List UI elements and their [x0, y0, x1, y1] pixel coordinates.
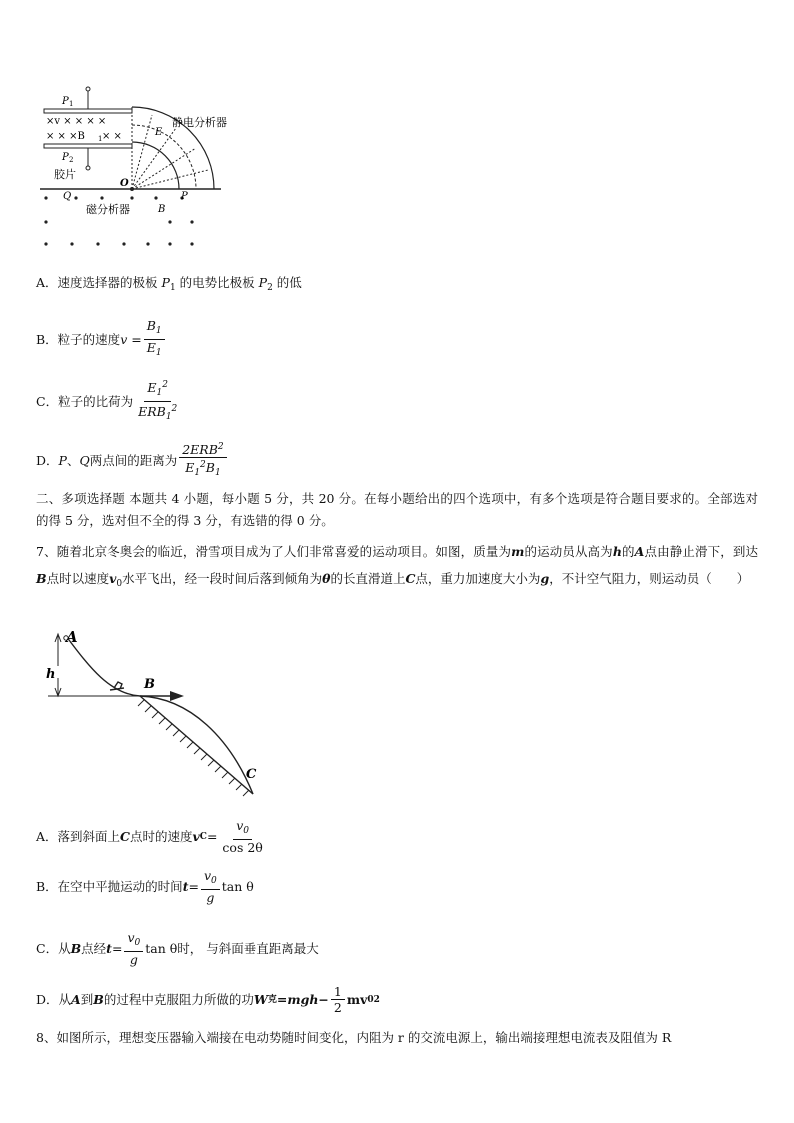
q7-option-d-w-sub: 克	[267, 994, 277, 1005]
frac-den-sup: 2	[171, 404, 178, 414]
frac-num: v	[236, 818, 244, 833]
q7-option-a-mid: 点时的速度	[129, 828, 193, 844]
frac-den: ERB	[138, 404, 166, 419]
magnetic-analyzer-label: 磁分析器	[86, 203, 130, 216]
frac-num-sup: 2	[162, 380, 168, 390]
q7-option-d-tail-sup: 2	[373, 994, 380, 1005]
q7-option-a-eq: =	[206, 828, 218, 844]
q7-option-d-tail-sub: 0	[367, 994, 374, 1005]
q7-option-c-tail: tan θ	[145, 940, 178, 956]
q6-p1: P	[161, 275, 170, 290]
q7-v0: v	[109, 571, 117, 586]
q7-c: C	[405, 571, 416, 586]
field-row-2-tail: × ×	[102, 131, 122, 142]
q6-option-d-text: D．	[36, 452, 59, 468]
frac-den-sub: 1	[165, 412, 172, 422]
label-e: E	[155, 127, 163, 138]
frac-den-b-sub: 1	[214, 468, 221, 478]
fig-label-a: A	[66, 628, 78, 646]
q7-stem-g: 的长直滑道上	[330, 571, 406, 586]
q7-stem	[36, 538, 758, 598]
frac-den-e-sub: 1	[194, 468, 201, 478]
q7-m: m	[511, 544, 525, 559]
q7-g: g	[540, 571, 550, 586]
frac-num: 2ERB	[182, 442, 218, 457]
film-label: 胶片	[54, 168, 76, 181]
frac-den-sub: 1	[155, 348, 162, 358]
q7-option-b-t: t	[182, 878, 189, 894]
q6-option-c	[36, 378, 182, 425]
frac-num-sub: 0	[134, 938, 141, 948]
q7-option-c-t: t	[106, 940, 112, 956]
label-p2-sub: 2	[69, 156, 74, 164]
frac-num: v	[127, 930, 135, 945]
q7-stem-d: 点由静止滑下，到达	[644, 544, 758, 559]
mass-spectrometer-figure	[36, 82, 276, 252]
q7-option-a-v-sub: C	[199, 831, 207, 842]
q7-option-d-text: D．从	[36, 991, 72, 1007]
q6-option-d	[36, 440, 229, 481]
q7-a: A	[634, 544, 645, 559]
q7-v0-sub: 0	[116, 579, 123, 589]
q7-option-b-fraction	[201, 868, 220, 905]
q7-option-d-w: W	[253, 991, 268, 1007]
q7-stem-f: 水平飞出，经一段时间后落到倾角为	[122, 571, 323, 586]
q7-option-d-eq: =mgh−	[276, 991, 329, 1007]
frac-den: g	[129, 952, 138, 967]
q7-stem-c: 的	[621, 544, 635, 559]
q7-option-a-v: v	[192, 828, 200, 844]
q7-option-d-b: B	[93, 991, 104, 1007]
q7-theta: θ	[322, 571, 331, 586]
q7-stem-a: 7、随着北京冬奥会的临近，滑雪项目成为了人们非常喜爱的运动项目。如图，质量为	[36, 544, 512, 559]
label-o: O	[120, 178, 129, 189]
frac-den-b: B	[205, 460, 215, 475]
field-row-2-sub: 1	[98, 135, 103, 143]
q6-option-d-sep: 、	[66, 452, 80, 468]
label-p2: P	[62, 152, 69, 163]
q6-option-a-mid: 的电势比极板	[179, 275, 255, 290]
frac-den: g	[206, 890, 215, 905]
q7-option-d-a: A	[71, 991, 81, 1007]
frac-num-sub: 1	[155, 326, 162, 336]
q7-option-d-tail: mv	[346, 991, 368, 1007]
q7-option-b	[36, 868, 254, 905]
q7-h: h	[612, 544, 622, 559]
frac-num-sub: 0	[211, 876, 217, 886]
q7-option-c	[36, 930, 319, 967]
ski-slope-figure	[40, 628, 270, 800]
field-row-1: ×v × × × ×	[46, 116, 107, 127]
q6-p2: P	[258, 275, 268, 290]
q6-p2-sub: 2	[267, 283, 273, 293]
q7-option-b-eq: =	[188, 878, 199, 894]
frac-num-sup: 2	[217, 442, 224, 452]
q7-option-c-eq: =	[111, 940, 123, 956]
frac-num: B	[146, 318, 156, 333]
field-row-2: × × ×B	[46, 131, 85, 142]
label-p1: P	[62, 96, 69, 107]
frac-den: E	[146, 340, 156, 355]
frac-den-e: E	[185, 460, 195, 475]
q7-option-d-mid: 到	[80, 991, 94, 1007]
q6-option-d-p: P	[58, 452, 67, 468]
q6-option-a-text: A．速度选择器的极板	[36, 275, 158, 290]
frac-den: 2	[333, 1000, 342, 1015]
label-q: Q	[63, 191, 72, 202]
q6-option-c-text: C．粒子的比荷为	[36, 393, 134, 409]
label-b: B	[158, 204, 166, 215]
q7-stem-e: 点时以速度	[46, 571, 110, 586]
fig-label-b: B	[144, 677, 155, 692]
label-p: P	[181, 191, 188, 202]
section-2-instructions: 二、多项选择题 本题共 4 小题，每小题 5 分，共 20 分。在每小题给出的四个选项中，有多个选项是符合题目要求的。全部选对的得 5 分，选对但不全的得 3 分，有选错的得 0 分。	[36, 491, 758, 528]
q6-option-b-text: B．粒子的速度	[36, 331, 121, 347]
frac-num-sub: 0	[243, 826, 250, 836]
frac-den-e-sup: 2	[200, 460, 206, 470]
q7-option-b-text: B．在空中平抛运动的时间	[36, 878, 183, 894]
q7-option-a-c: C	[120, 828, 130, 844]
q7-option-c-b: B	[70, 940, 82, 956]
fig-label-c: C	[246, 767, 257, 782]
q6-option-b	[36, 318, 167, 361]
q7-option-a-fraction	[219, 818, 265, 855]
q7-option-c-mid: 点经	[81, 940, 107, 956]
frac-num: E	[147, 380, 157, 395]
q7-stem-b: 的运动员从高为	[524, 544, 613, 559]
q6-option-a	[36, 274, 302, 297]
q7-b: B	[36, 571, 47, 586]
q6-option-a-end: 的低	[276, 275, 302, 290]
q8-stem: 8、如图所示，理想变压器输入端接在电动势随时间变化，内阻为 r 的交流电源上，输出端接理想电流表及阻值为 R	[36, 1030, 672, 1045]
q7-option-b-tail: tan θ	[221, 878, 254, 894]
frac-num: 1	[331, 984, 345, 1000]
q6-option-b-lhs: v =	[120, 331, 142, 347]
q7-option-c-text: C．从	[36, 940, 71, 956]
q7-option-d	[36, 984, 380, 1015]
q6-option-d-mid: 两点间的距离为	[89, 452, 178, 468]
frac-den: cos 2θ	[222, 840, 263, 855]
q6-p1-sub: 1	[169, 283, 176, 293]
frac-num: v	[203, 868, 212, 883]
q7-option-d-fraction	[331, 984, 345, 1015]
q7-option-a-text: A．落到斜面上	[36, 828, 121, 844]
q6-option-b-fraction	[144, 318, 165, 361]
frac-num-sub: 1	[156, 388, 163, 398]
fig-label-h: h	[46, 667, 56, 682]
q6-option-c-fraction	[135, 378, 180, 425]
q6-option-d-fraction	[179, 440, 226, 481]
q6-option-d-q: Q	[79, 452, 90, 468]
static-analyzer-label: 静电分析器	[172, 116, 227, 129]
q7-option-c-end: 时， 与斜面垂直距离最大	[177, 940, 319, 956]
q7-option-d-mid2: 的过程中克服阻力所做的功	[103, 991, 254, 1007]
q7-stem-h: 点，重力加速度大小为	[415, 571, 541, 586]
label-p1-sub: 1	[69, 100, 74, 108]
q7-option-a	[36, 818, 268, 855]
q7-stem-i: ，不计空气阻力，则运动员（ ）	[549, 571, 750, 586]
q7-option-c-fraction	[124, 930, 143, 967]
